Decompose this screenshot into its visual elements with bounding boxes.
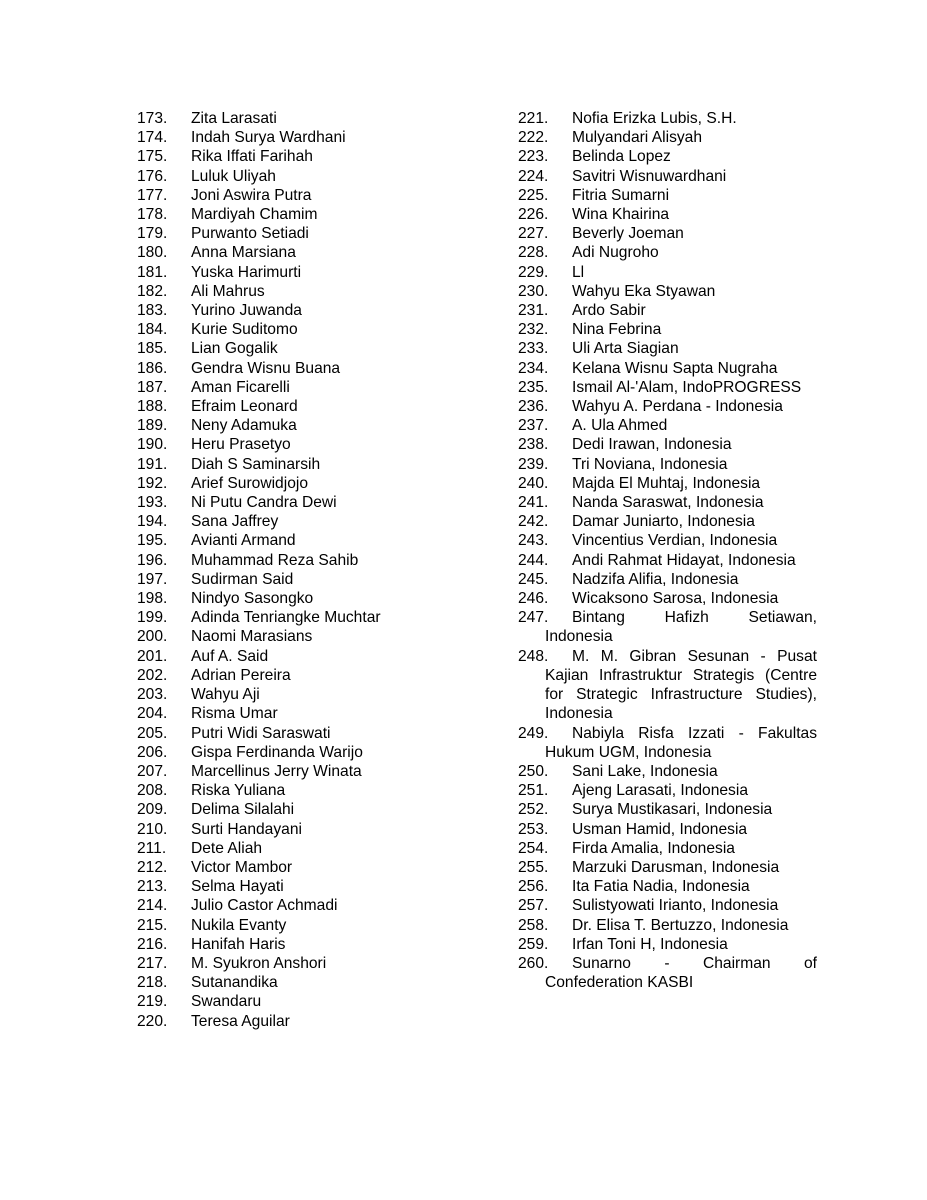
list-item-number: 195. [137,532,168,550]
list-item-number: 193. [137,494,168,512]
list-item [137,435,467,454]
list-item-number: 251. [518,782,549,800]
list-item-name: Auf A. Said [191,647,269,665]
list-item-name: Rika Iffati Farihah [191,148,313,166]
list-item-number: 216. [137,935,168,953]
list-item-number: 196. [137,551,168,569]
list-item [518,339,817,358]
list-item-name: Lian Gogalik [191,340,278,358]
list-item-name: Julio Castor Achmadi [191,897,338,915]
list-item-number: 234. [518,359,549,377]
list-item [137,973,467,992]
list-item-number: 214. [137,897,168,915]
list-item-name: Sana Jaffrey [191,513,279,531]
list-item-name: Aman Ficarelli [191,378,290,396]
list-item-number: 254. [518,839,549,857]
list-item-name: Nadzifa Alifia, Indonesia [572,570,739,588]
list-item-number: 226. [518,206,549,224]
list-item [518,282,817,301]
list-item [137,781,467,800]
list-item-name: Indah Surya Wardhani [191,129,346,147]
list-item-number: 222. [518,129,549,147]
list-item [137,685,467,704]
list-item [137,109,467,128]
list-item-number: 231. [518,302,549,320]
list-item-number: 236. [518,398,549,416]
list-item-number: 229. [518,263,549,281]
list-item-name: Victor Mambor [191,858,293,876]
list-item [137,359,467,378]
list-item-number: 206. [137,743,168,761]
list-item [518,608,817,646]
list-item-name: Marzuki Darusman, Indonesia [572,858,780,876]
list-item [137,301,467,320]
list-item [137,589,467,608]
list-item-number: 230. [518,282,549,300]
list-item-number: 204. [137,705,168,723]
list-item-number: 189. [137,417,168,435]
list-item [518,570,817,589]
list-item [518,359,817,378]
list-item [518,877,817,896]
list-item-number: 199. [137,609,168,627]
list-item [137,551,467,570]
list-item-number: 203. [137,686,168,704]
list-item-name: Savitri Wisnuwardhani [572,167,727,185]
list-item-name: Wina Khairina [572,206,670,224]
list-item-number: 244. [518,551,549,569]
list-item-name: Belinda Lopez [572,148,671,166]
list-item-number: 258. [518,916,549,934]
list-item [137,378,467,397]
list-item [137,666,467,685]
list-item-number: 256. [518,878,549,896]
list-item [518,474,817,493]
list-item [137,455,467,474]
list-item-number: 173. [137,110,168,127]
list-item-name: Beverly Joeman [572,225,684,243]
list-item-name: Irfan Toni H, Indonesia [572,935,728,953]
list-item-number: 210. [137,820,168,838]
list-item [137,512,467,531]
list-item-number: 260. [518,954,549,972]
list-item-number: 188. [137,398,168,416]
list-item-number: 192. [137,474,168,492]
list-item-name: Efraim Leonard [191,398,298,416]
list-item [137,570,467,589]
list-item [518,301,817,320]
list-item-number: 215. [137,916,168,934]
list-item-number: 175. [137,148,168,166]
list-item-name: Wahyu Eka Styawan [572,282,716,300]
list-item [137,186,467,205]
list-item-name: Kelana Wisnu Sapta Nugraha [572,359,778,377]
list-item-name: Riska Yuliana [191,782,286,800]
list-item [518,531,817,550]
list-item-number: 183. [137,302,168,320]
list-item [518,954,817,992]
list-item-name: M. M. Gibran Sesunan - Pusat Kajian Infrastruktur Strategis (Centre for Strategic Infrastructure Studies), Indonesia [545,647,817,723]
list-item-name: M. Syukron Anshori [191,954,327,972]
signatory-list-left-column [137,109,467,1031]
list-item-name: Joni Aswira Putra [191,186,312,204]
list-item [137,839,467,858]
list-item [518,224,817,243]
list-item-number: 221. [518,110,549,127]
list-item-number: 249. [518,724,549,742]
list-item [518,724,817,762]
list-item-number: 225. [518,186,549,204]
list-item-name: Bintang Hafizh Setiawan, Indonesia [545,609,817,646]
list-item-name: Zita Larasati [191,110,277,127]
list-item-number: 223. [518,148,549,166]
list-item-name: Teresa Aguilar [191,1012,290,1030]
list-item [137,128,467,147]
list-item-name: Nanda Saraswat, Indonesia [572,494,764,512]
list-item-number: 220. [137,1012,168,1030]
list-item-name: Surti Handayani [191,820,302,838]
list-item-name: Majda El Muhtaj, Indonesia [572,474,761,492]
list-item-number: 186. [137,359,168,377]
list-item-number: 182. [137,282,168,300]
list-item-name: Risma Umar [191,705,278,723]
list-item [137,1012,467,1031]
list-item-name: Avianti Armand [191,532,296,550]
list-item-name: Mardiyah Chamim [191,206,318,224]
list-item-name: Gendra Wisnu Buana [191,359,341,377]
list-item-name: Andi Rahmat Hidayat, Indonesia [572,551,796,569]
list-item [137,205,467,224]
list-item-name: Yuska Harimurti [191,263,302,281]
list-item-number: 247. [518,609,549,627]
list-item-name: Vincentius Verdian, Indonesia [572,532,778,550]
list-item [518,820,817,839]
list-item-number: 191. [137,455,168,473]
list-item [518,455,817,474]
list-item-name: Ardo Sabir [572,302,646,320]
list-item-name: Nindyo Sasongko [191,590,314,608]
list-item-name: Firda Amalia, Indonesia [572,839,735,857]
list-item [137,743,467,762]
list-item [518,551,817,570]
list-item-number: 187. [137,378,168,396]
signatory-list-right-column [518,109,817,992]
list-item [518,762,817,781]
list-item-name: Nina Febrina [572,321,662,339]
list-item-number: 252. [518,801,549,819]
list-item-number: 202. [137,666,168,684]
list-item-name: Hanifah Haris [191,935,286,953]
list-item-number: 200. [137,628,168,646]
list-item [518,935,817,954]
list-item-name: Adinda Tenriangke Muchtar [191,609,381,627]
list-item-number: 218. [137,974,168,992]
list-item-number: 259. [518,935,549,953]
list-item-number: 197. [137,570,168,588]
list-item [518,416,817,435]
list-item-name: Putri Widi Saraswati [191,724,331,742]
list-item [137,339,467,358]
list-item-name: Nofia Erizka Lubis, S.H. [572,110,737,127]
list-item-number: 180. [137,244,168,262]
list-item-name: Mulyandari Alisyah [572,129,703,147]
list-item [518,781,817,800]
list-item [137,896,467,915]
list-item-number: 255. [518,858,549,876]
list-item-name: Tri Noviana, Indonesia [572,455,728,473]
list-item-name: Dr. Elisa T. Bertuzzo, Indonesia [572,916,789,934]
list-item [137,243,467,262]
list-item [137,147,467,166]
list-item-name: Fitria Sumarni [572,186,670,204]
list-item [518,243,817,262]
list-item-name: Adrian Pereira [191,666,291,684]
list-item-number: 238. [518,436,549,454]
list-item-name: Muhammad Reza Sahib [191,551,359,569]
list-item-number: 185. [137,340,168,358]
list-item-name: Ita Fatia Nadia, Indonesia [572,878,750,896]
list-item-name: Yurino Juwanda [191,302,302,320]
list-item-name: Ll [572,263,585,281]
list-item-number: 176. [137,167,168,185]
list-item-number: 219. [137,993,168,1011]
list-item [137,397,467,416]
list-item [137,724,467,743]
list-item [137,762,467,781]
list-item-name: Arief Surowidjojo [191,474,309,492]
list-item [518,589,817,608]
list-item [137,263,467,282]
list-item-number: 227. [518,225,549,243]
list-item [137,877,467,896]
list-item [137,474,467,493]
list-item [518,397,817,416]
list-item-number: 194. [137,513,168,531]
list-item-name: Selma Hayati [191,878,284,896]
list-item-name: Anna Marsiana [191,244,296,262]
list-item-number: 174. [137,129,168,147]
list-item-name: Wahyu Aji [191,686,260,704]
list-item-number: 207. [137,762,168,780]
list-item-number: 181. [137,263,168,281]
list-item-number: 179. [137,225,168,243]
list-item-number: 248. [518,647,549,665]
list-item-number: 257. [518,897,549,915]
list-item [137,916,467,935]
list-item [518,147,817,166]
list-item-number: 245. [518,570,549,588]
list-item-number: 243. [518,532,549,550]
list-item [518,916,817,935]
list-item [137,704,467,723]
list-item-number: 212. [137,858,168,876]
list-item [518,512,817,531]
list-item-number: 190. [137,436,168,454]
list-item-number: 177. [137,186,168,204]
list-item-number: 240. [518,474,549,492]
list-item-name: Sulistyowati Irianto, Indonesia [572,897,779,915]
list-item [518,378,817,397]
list-item-name: Wicaksono Sarosa, Indonesia [572,590,779,608]
list-item-number: 209. [137,801,168,819]
list-item [137,224,467,243]
list-item-number: 228. [518,244,549,262]
list-item [137,800,467,819]
list-item-number: 205. [137,724,168,742]
list-item [137,992,467,1011]
list-item-number: 201. [137,647,168,665]
list-item [518,263,817,282]
list-item-name: Luluk Uliyah [191,167,276,185]
list-item-number: 213. [137,878,168,896]
list-item-name: Heru Prasetyo [191,436,291,454]
list-item [137,282,467,301]
list-item-number: 239. [518,455,549,473]
list-item-number: 224. [518,167,549,185]
list-item [518,167,817,186]
list-item-name: Kurie Suditomo [191,321,298,339]
list-item [518,109,817,128]
list-item-name: Marcellinus Jerry Winata [191,762,362,780]
list-item [518,186,817,205]
list-item-name: Usman Hamid, Indonesia [572,820,748,838]
list-item-name: Sunarno - Chairman of Confederation KASBI [545,954,817,992]
list-item-name: Naomi Marasians [191,628,313,646]
list-item [518,320,817,339]
list-item [518,435,817,454]
list-item [518,647,817,724]
list-item [137,935,467,954]
list-item-name: Sudirman Said [191,570,294,588]
list-item [518,128,817,147]
list-item-name: Nukila Evanty [191,916,287,934]
list-item [518,205,817,224]
list-item-name: Gispa Ferdinanda Warijo [191,743,363,761]
list-item-name: Diah S Saminarsih [191,455,321,473]
list-item-name: Ali Mahrus [191,282,265,300]
list-item-number: 233. [518,340,549,358]
list-item-number: 235. [518,378,549,396]
list-item-name: Delima Silalahi [191,801,295,819]
list-item-name: Ni Putu Candra Dewi [191,494,337,512]
list-item [137,493,467,512]
list-item-name: Purwanto Setiadi [191,225,309,243]
list-item [518,839,817,858]
list-item [137,858,467,877]
list-item-name: Sani Lake, Indonesia [572,762,718,780]
list-item-name: Dedi Irawan, Indonesia [572,436,732,454]
list-item [137,954,467,973]
list-item-name: Sutanandika [191,974,278,992]
list-item-name: Swandaru [191,993,262,1011]
list-item-name: Nabiyla Risfa Izzati - Fakultas Hukum UGM, Indonesia [545,724,817,761]
list-item-name: Surya Mustikasari, Indonesia [572,801,773,819]
list-item [137,416,467,435]
list-item-number: 242. [518,513,549,531]
list-item [137,608,467,627]
list-item-number: 208. [137,782,168,800]
list-item-number: 211. [137,839,167,857]
list-item-name: Ismail Al-'Alam, IndoPROGRESS [572,378,802,396]
list-item [137,820,467,839]
list-item-number: 241. [518,494,549,512]
list-item-name: A. Ula Ahmed [572,417,668,435]
list-item [137,647,467,666]
list-item-number: 178. [137,206,168,224]
list-item [137,531,467,550]
list-item [518,896,817,915]
list-item [137,320,467,339]
list-item-name: Uli Arta Siagian [572,340,679,358]
list-item-name: Ajeng Larasati, Indonesia [572,782,748,800]
list-item [518,858,817,877]
list-item [137,627,467,646]
list-item-number: 250. [518,762,549,780]
list-item-number: 184. [137,321,168,339]
list-item-name: Neny Adamuka [191,417,297,435]
list-item-name: Dete Aliah [191,839,263,857]
list-item [518,493,817,512]
list-item [137,167,467,186]
list-item-name: Adi Nugroho [572,244,659,262]
list-item-name: Wahyu A. Perdana - Indonesia [572,398,783,416]
list-item-number: 198. [137,590,168,608]
list-item-name: Damar Juniarto, Indonesia [572,513,755,531]
list-item-number: 232. [518,321,549,339]
list-item-number: 246. [518,590,549,608]
list-item-number: 237. [518,417,549,435]
list-item-number: 253. [518,820,549,838]
list-item [518,800,817,819]
list-item-number: 217. [137,954,168,972]
